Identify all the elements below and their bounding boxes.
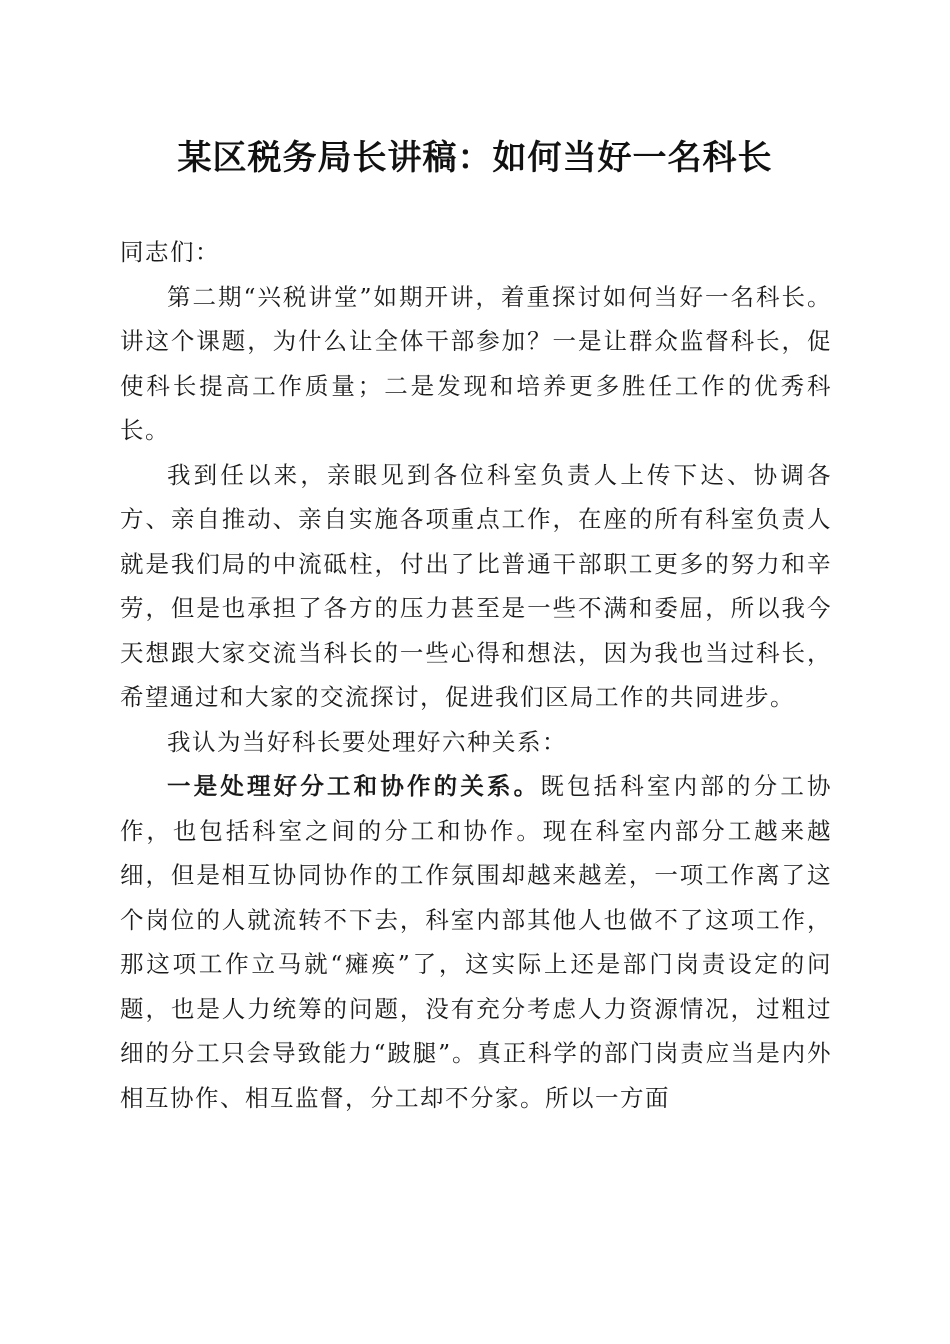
paragraph-background: 我到任以来，亲眼见到各位科室负责人上传下达、协调各方、亲自推动、亲自实施各项重点工作，在座的所有科室负责人就是我们局的中流砥柱，付出了比普通干部职工更多的努力和辛劳，但是也承担了各方的压力甚至是一些不满和委屈，所以我今天想跟大家交流当科长的一些心得和想法，因为我也当过科长，希望通过和大家的交流探讨，促进我们区局工作的共同进步。	[120, 460, 832, 711]
salutation: 同志们：	[120, 238, 220, 266]
paragraph-six-relations: 我认为当好科长要处理好六种关系：	[167, 727, 567, 756]
document-body	[120, 230, 832, 1120]
document-title: 某区税务局长讲稿：如何当好一名科长	[177, 138, 773, 178]
paragraph-section-1	[120, 764, 832, 1120]
section-1-lead: 一是处理好分工和协作的关系。	[167, 772, 541, 800]
section-1-text: 既包括科室内部的分工协作，也包括科室之间的分工和协作。现在科室内部分工越来越细，但是相互协同协作的工作氛围却越来越差，一项工作离了这个岗位的人就流转不下去，科室内部其他人也做不了这项工作，那这项工作立马就“瘫痪”了，这实际上还是部门岗责设定的问题，也是人力统筹的问题，没有充分考虑人力资源情况，过粗过细的分工只会导致能力“跛腿”。真正科学的部门岗责应当是内外相互协作、相互监督，分工却不分家。所以一方面	[120, 772, 833, 1112]
paragraph-intro: 第二期“兴税讲堂”如期开讲，着重探讨如何当好一名科长。讲这个课题，为什么让全体干部参加？一是让群众监督科长，促使科长提高工作质量；二是发现和培养更多胜任工作的优秀科长。	[120, 282, 832, 444]
